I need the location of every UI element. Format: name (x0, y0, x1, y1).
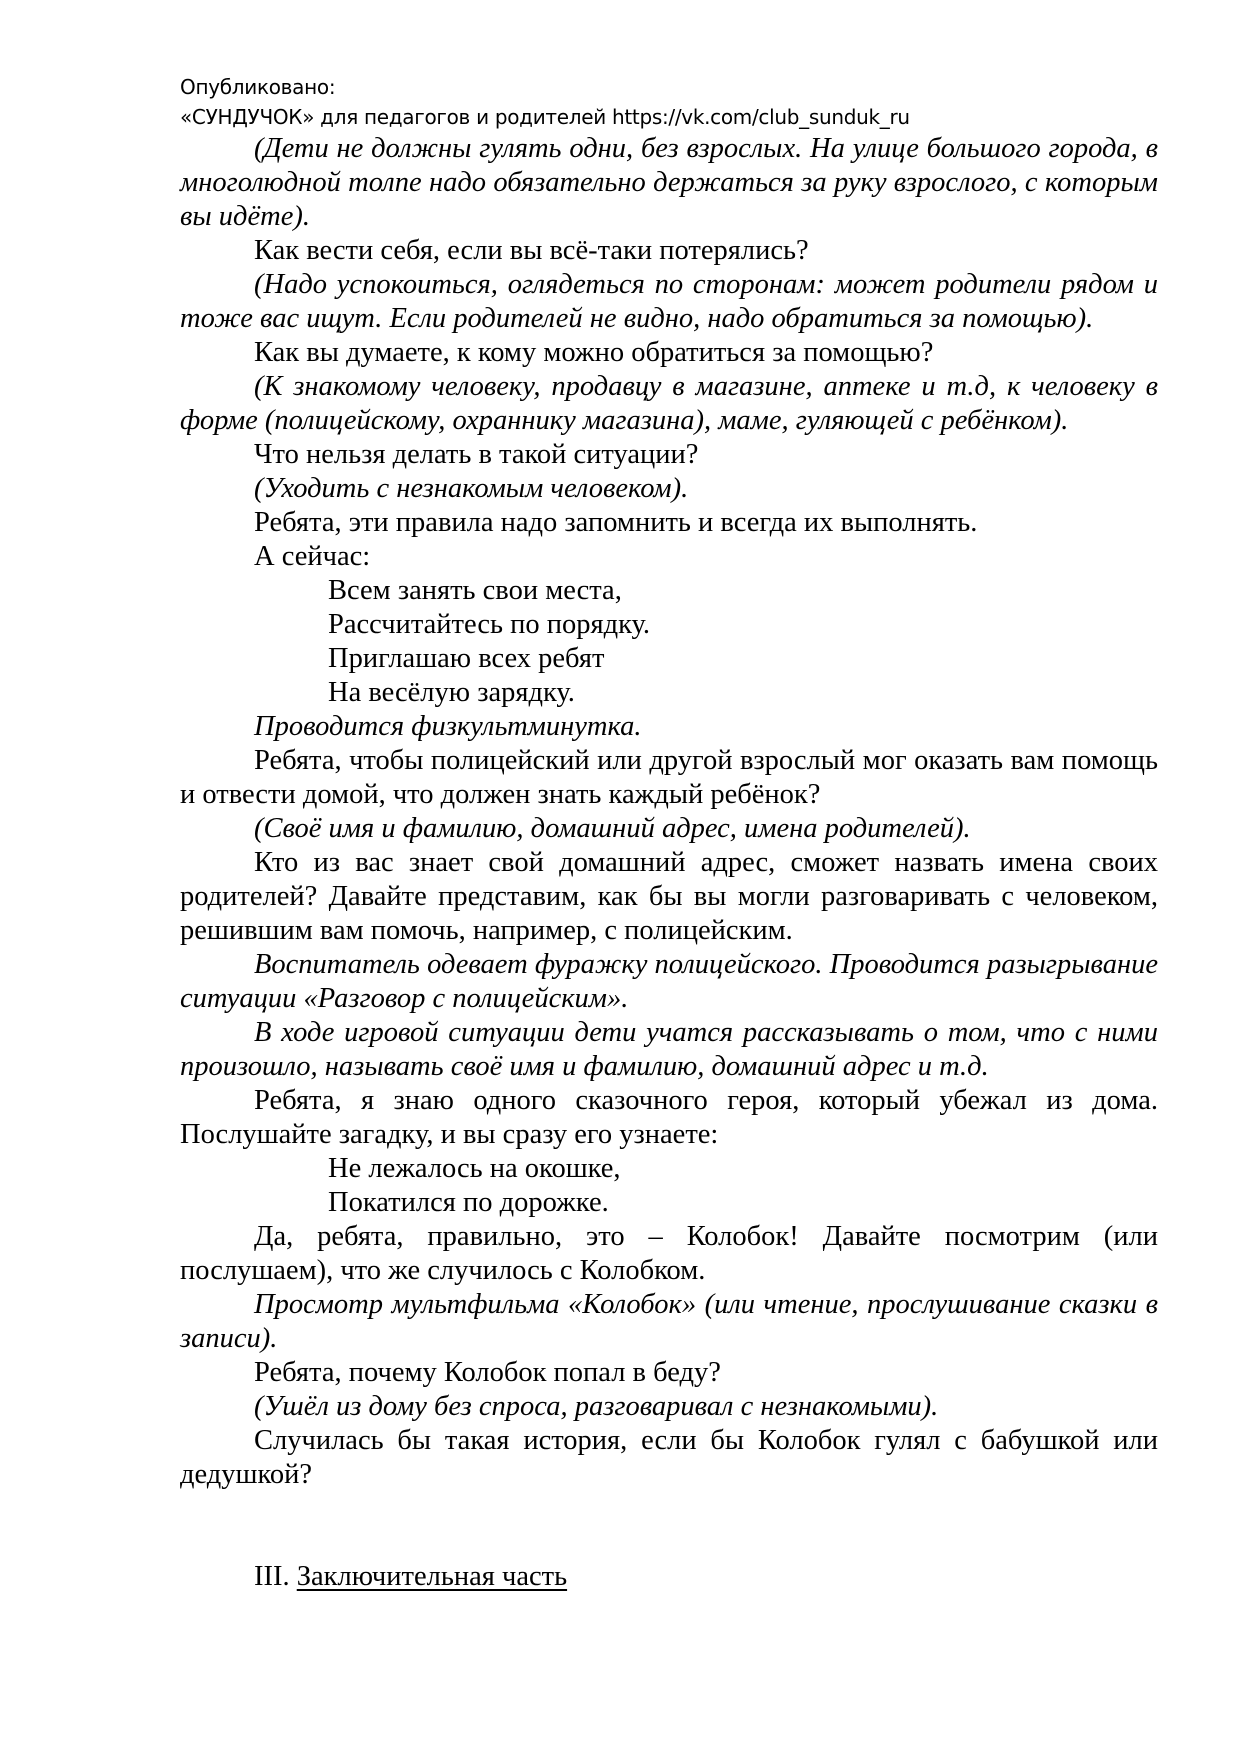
answer-paragraph: (Надо успокоиться, оглядеться по сторонам: может родители рядом и тоже вас ищут. Если родителей не видно, надо обратиться за помощью). (180, 269, 1158, 334)
publication-header (180, 72, 910, 132)
spacer (180, 1492, 1158, 1560)
verse-line: Приглашаю всех ребят (328, 643, 605, 674)
verse-line: Рассчитайтесь по порядку. (328, 609, 651, 640)
verse-line: Всем занять свои места, (328, 575, 622, 606)
section-heading (180, 1560, 1158, 1594)
answer-paragraph: (Ушёл из дому без спроса, разговаривал с незнакомыми). (254, 1391, 939, 1422)
verse-line: Не лежалось на окошке, (328, 1153, 621, 1184)
verse-line: Покатился по дорожке. (328, 1187, 609, 1218)
stage-direction: Просмотр мультфильма «Колобок» (или чтение, прослушивание сказки в записи). (180, 1289, 1158, 1354)
header-published-label: Опубликовано: (180, 75, 336, 99)
verse-line: На весёлую зарядку. (328, 677, 575, 708)
question-paragraph: Случилась бы такая история, если бы Колобок гулял с бабушкой или дедушкой? (180, 1425, 1158, 1490)
header-source-line: «СУНДУЧОК» для педагогов и родителей https://vk.com/club_sunduk_ru (180, 105, 910, 129)
text-paragraph: А сейчас: (254, 541, 371, 572)
answer-paragraph: (Своё имя и фамилию, домашний адрес, имена родителей). (254, 813, 971, 844)
stage-direction: Проводится физкультминутка. (254, 711, 642, 742)
stage-direction: В ходе игровой ситуации дети учатся рассказывать о том, что с ними произошло, называть своё имя и фамилию, домашний адрес и т.д. (180, 1017, 1158, 1082)
text-paragraph: Кто из вас знает свой домашний адрес, сможет назвать имена своих родителей? Давайте представим, как бы вы могли разговаривать с человеком, решившим вам помочь, например, с полицейским. (180, 847, 1158, 946)
document-body (180, 132, 1158, 1594)
question-paragraph: Что нельзя делать в такой ситуации? (254, 439, 699, 470)
answer-paragraph: (Уходить с незнакомым человеком). (254, 473, 689, 504)
riddle-verse (180, 1152, 1158, 1220)
section-title: Заключительная часть (296, 1561, 568, 1592)
text-paragraph: Ребята, эти правила надо запомнить и всегда их выполнять. (254, 507, 978, 538)
exercise-verse (180, 574, 1158, 710)
section-numeral: III. (254, 1561, 290, 1592)
question-paragraph: Ребята, чтобы полицейский или другой взрослый мог оказать вам помощь и отвести домой, что должен знать каждый ребёнок? (180, 745, 1158, 810)
question-paragraph: Как вести себя, если вы всё-таки потерялись? (254, 235, 809, 266)
question-paragraph: Как вы думаете, к кому можно обратиться за помощью? (254, 337, 934, 368)
question-paragraph: Ребята, почему Колобок попал в беду? (254, 1357, 721, 1388)
text-paragraph: Да, ребята, правильно, это – Колобок! Давайте посмотрим (или послушаем), что же случилось с Колобком. (180, 1221, 1158, 1286)
text-paragraph: Ребята, я знаю одного сказочного героя, который убежал из дома. Послушайте загадку, и вы сразу его узнаете: (180, 1085, 1158, 1150)
answer-paragraph: (Дети не должны гулять одни, без взрослых. На улице большого города, в многолюдной толпе надо обязательно держаться за руку взрослого, с которым вы идёте). (180, 133, 1158, 232)
stage-direction: Воспитатель одевает фуражку полицейского. Проводится разыгрывание ситуации «Разговор с полицейским». (180, 949, 1158, 1014)
answer-paragraph: (К знакомому человеку, продавцу в магазине, аптеке и т.д, к человеку в форме (полицейскому, охраннику магазина), маме, гуляющей с ребёнком). (180, 371, 1158, 436)
